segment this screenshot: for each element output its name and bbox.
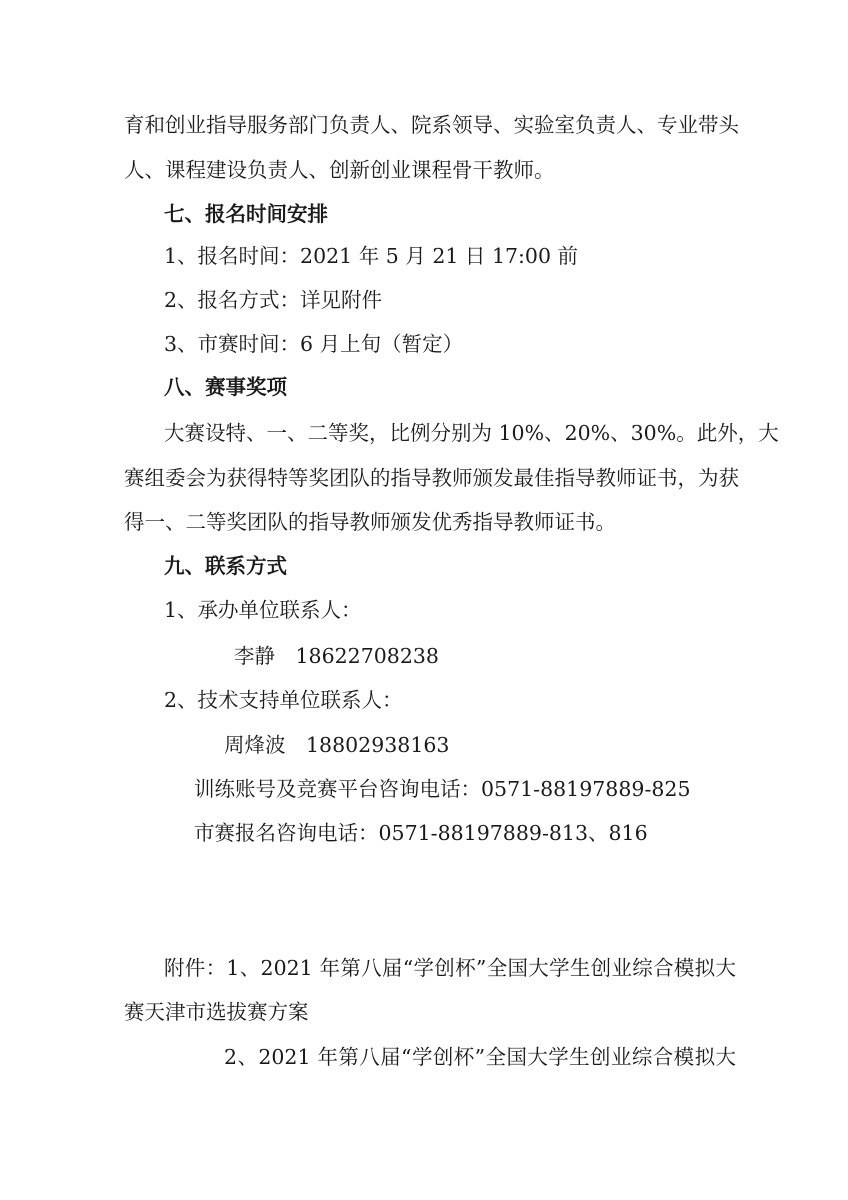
tech-contact-person: 周烽波 18802938163: [224, 733, 450, 757]
attachment-line-3: 2、2021 年第八届“学创杯”全国大学生创业综合模拟大: [224, 1045, 736, 1069]
host-contact-label: 1、承办单位联系人：: [164, 598, 362, 622]
section-8-heading: 八、赛事奖项: [164, 375, 287, 399]
awards-line-2: 赛组委会为获得特等奖团队的指导教师颁发最佳指导教师证书，为获: [124, 466, 739, 490]
host-contact-person: 李静 18622708238: [234, 644, 439, 668]
awards-line-3: 得一、二等奖团队的指导教师颁发优秀指导教师证书。: [124, 510, 616, 534]
section-7-heading: 七、报名时间安排: [164, 202, 328, 226]
continuation-line-1: 育和创业指导服务部门负责人、院系领导、实验室负责人、专业带头: [124, 113, 739, 137]
competition-time-item: 3、市赛时间：6 月上旬（暂定）: [164, 332, 464, 356]
registration-phone: 市赛报名咨询电话：0571-88197889-813、816: [194, 821, 648, 845]
registration-time-item: 1、报名时间：2021 年 5 月 21 日 17:00 前: [164, 244, 579, 268]
attachment-line-2: 赛天津市选拔赛方案: [124, 1000, 309, 1024]
registration-method-item: 2、报名方式：详见附件: [164, 288, 383, 312]
section-9-heading: 九、联系方式: [164, 554, 287, 578]
attachment-line-1: 附件：1、2021 年第八届“学创杯”全国大学生创业综合模拟大: [164, 956, 736, 980]
awards-line-1: 大赛设特、一、二等奖，比例分别为 10%、20%、30%。此外，大: [164, 421, 779, 445]
tech-contact-label: 2、技术支持单位联系人：: [164, 688, 403, 712]
continuation-line-2: 人、课程建设负责人、创新创业课程骨干教师。: [124, 158, 555, 182]
training-phone: 训练账号及竞赛平台咨询电话：0571-88197889-825: [194, 777, 691, 801]
